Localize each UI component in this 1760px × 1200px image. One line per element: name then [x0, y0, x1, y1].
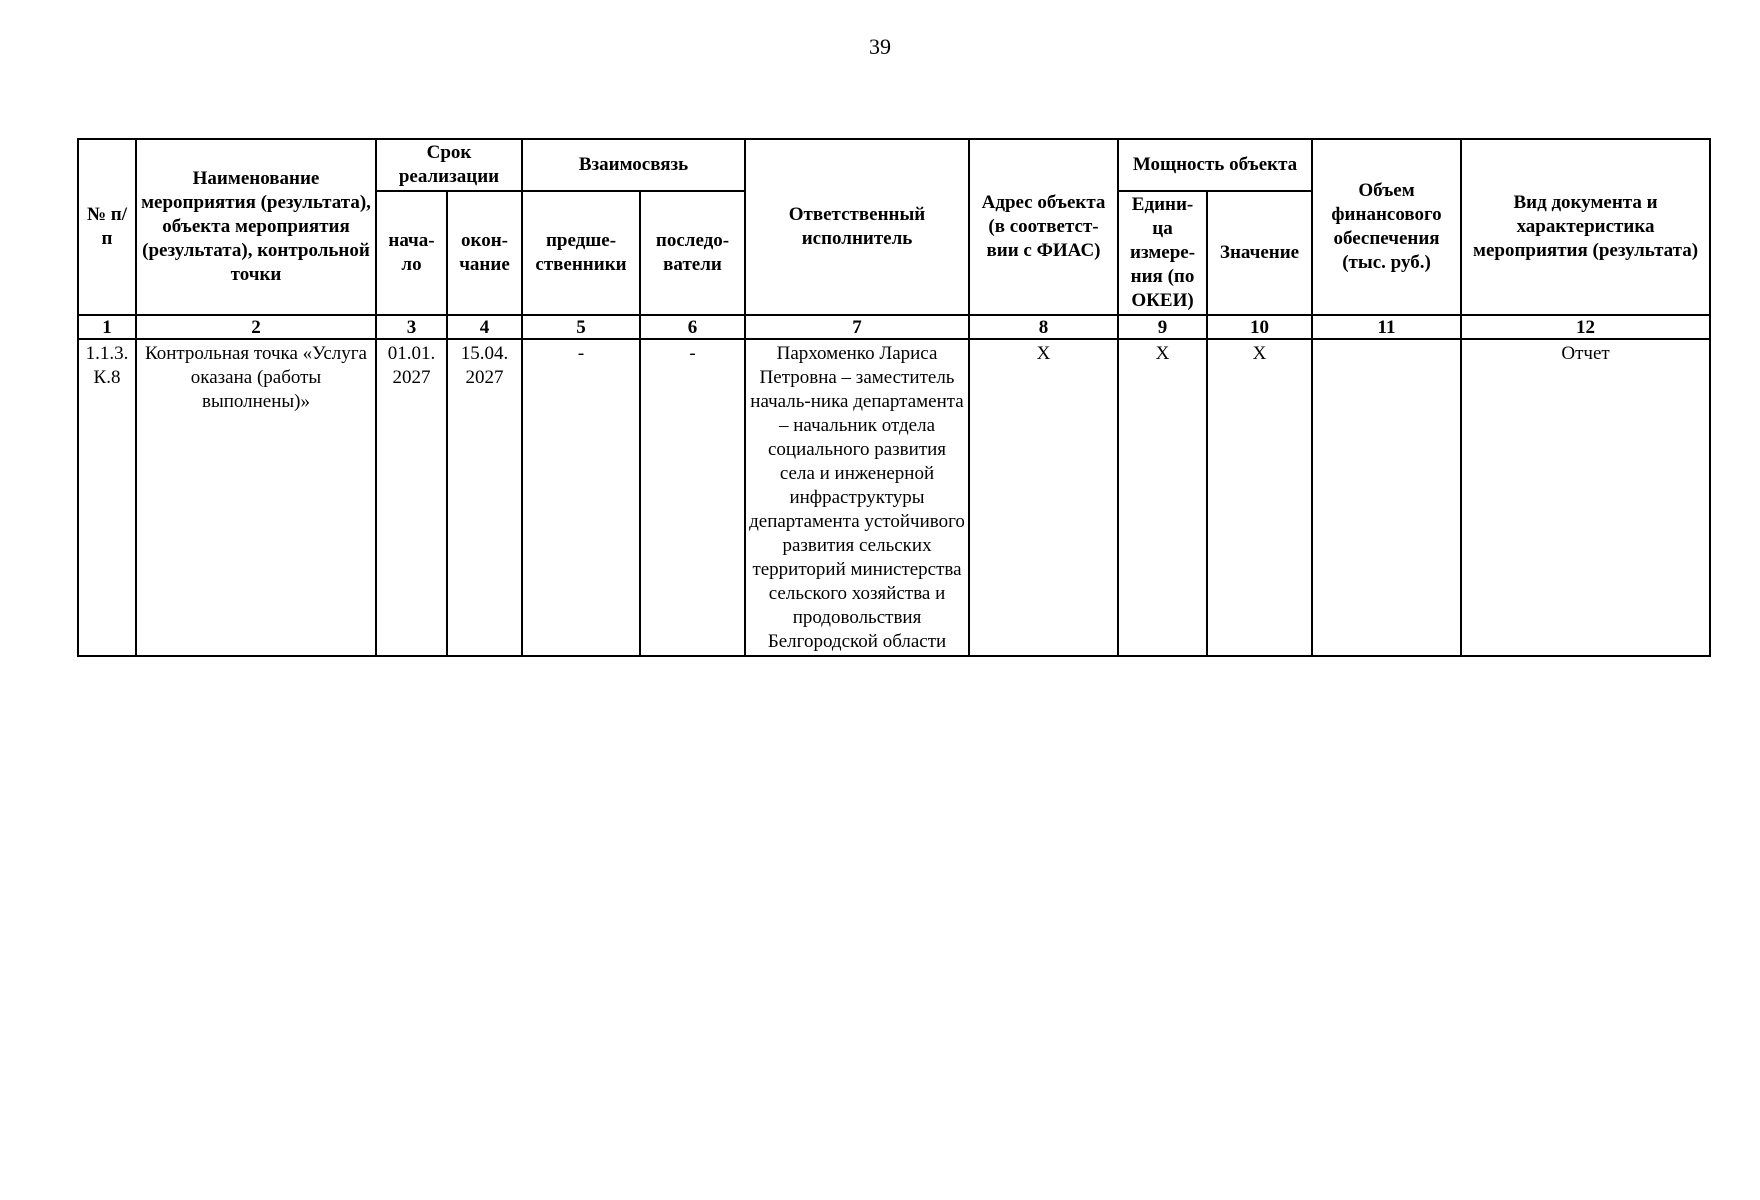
cell-value: Х: [1207, 339, 1312, 656]
header-finance: Объем финансового обеспечения (тыс. руб.): [1312, 139, 1461, 315]
header-responsible: Ответственный исполнитель: [745, 139, 969, 315]
cell-name: Контрольная точка «Услуга оказана (работы выполнены)»: [136, 339, 376, 656]
column-number: 3: [376, 315, 447, 339]
header-capacity-value: Значение: [1207, 191, 1312, 315]
plan-table: [77, 138, 1711, 657]
column-number: 2: [136, 315, 376, 339]
header-capacity-unit: Едини-ца измере-ния (по ОКЕИ): [1118, 191, 1207, 315]
header-row-top: [78, 139, 1710, 191]
header-capacity: Мощность объекта: [1118, 139, 1312, 191]
column-number: 6: [640, 315, 745, 339]
cell-start: 01.01. 2027: [376, 339, 447, 656]
cell-unit: Х: [1118, 339, 1207, 656]
header-term: Срок реализации: [376, 139, 522, 191]
column-number: 7: [745, 315, 969, 339]
cell-finance: [1312, 339, 1461, 656]
table-row: [78, 339, 1710, 656]
page-number: 39: [869, 34, 891, 59]
cell-end: 15.04. 2027: [447, 339, 522, 656]
column-number: 9: [1118, 315, 1207, 339]
column-number: 8: [969, 315, 1118, 339]
column-number: 5: [522, 315, 640, 339]
header-name: Наименование мероприятия (результата), объекта мероприятия (результата), контрольной точки: [136, 139, 376, 315]
header-term-start: нача-ло: [376, 191, 447, 315]
column-number: 10: [1207, 315, 1312, 339]
cell-doc: Отчет: [1461, 339, 1710, 656]
column-number: 1: [78, 315, 136, 339]
cell-num: 1.1.3. К.8: [78, 339, 136, 656]
column-number: 4: [447, 315, 522, 339]
header-address: Адрес объекта (в соответст-вии с ФИАС): [969, 139, 1118, 315]
header-num: № п/п: [78, 139, 136, 315]
column-number: 12: [1461, 315, 1710, 339]
cell-prev: -: [522, 339, 640, 656]
header-doc: Вид документа и характеристика мероприятия (результата): [1461, 139, 1710, 315]
cell-next: -: [640, 339, 745, 656]
header-term-end: окон-чание: [447, 191, 522, 315]
header-link-next: последо-ватели: [640, 191, 745, 315]
header-link: Взаимосвязь: [522, 139, 745, 191]
cell-address: Х: [969, 339, 1118, 656]
cell-responsible: Пархоменко Лариса Петровна – заместитель началь-ника департамента – начальник отдела социального развития села и инженерной инфраструктуры департамента устойчивого развития сельских территорий министерства сельского хозяйства и продовольствия Белгородской области: [745, 339, 969, 656]
column-number: 11: [1312, 315, 1461, 339]
column-numbers-row: [78, 315, 1710, 339]
header-link-prev: предше-ственники: [522, 191, 640, 315]
